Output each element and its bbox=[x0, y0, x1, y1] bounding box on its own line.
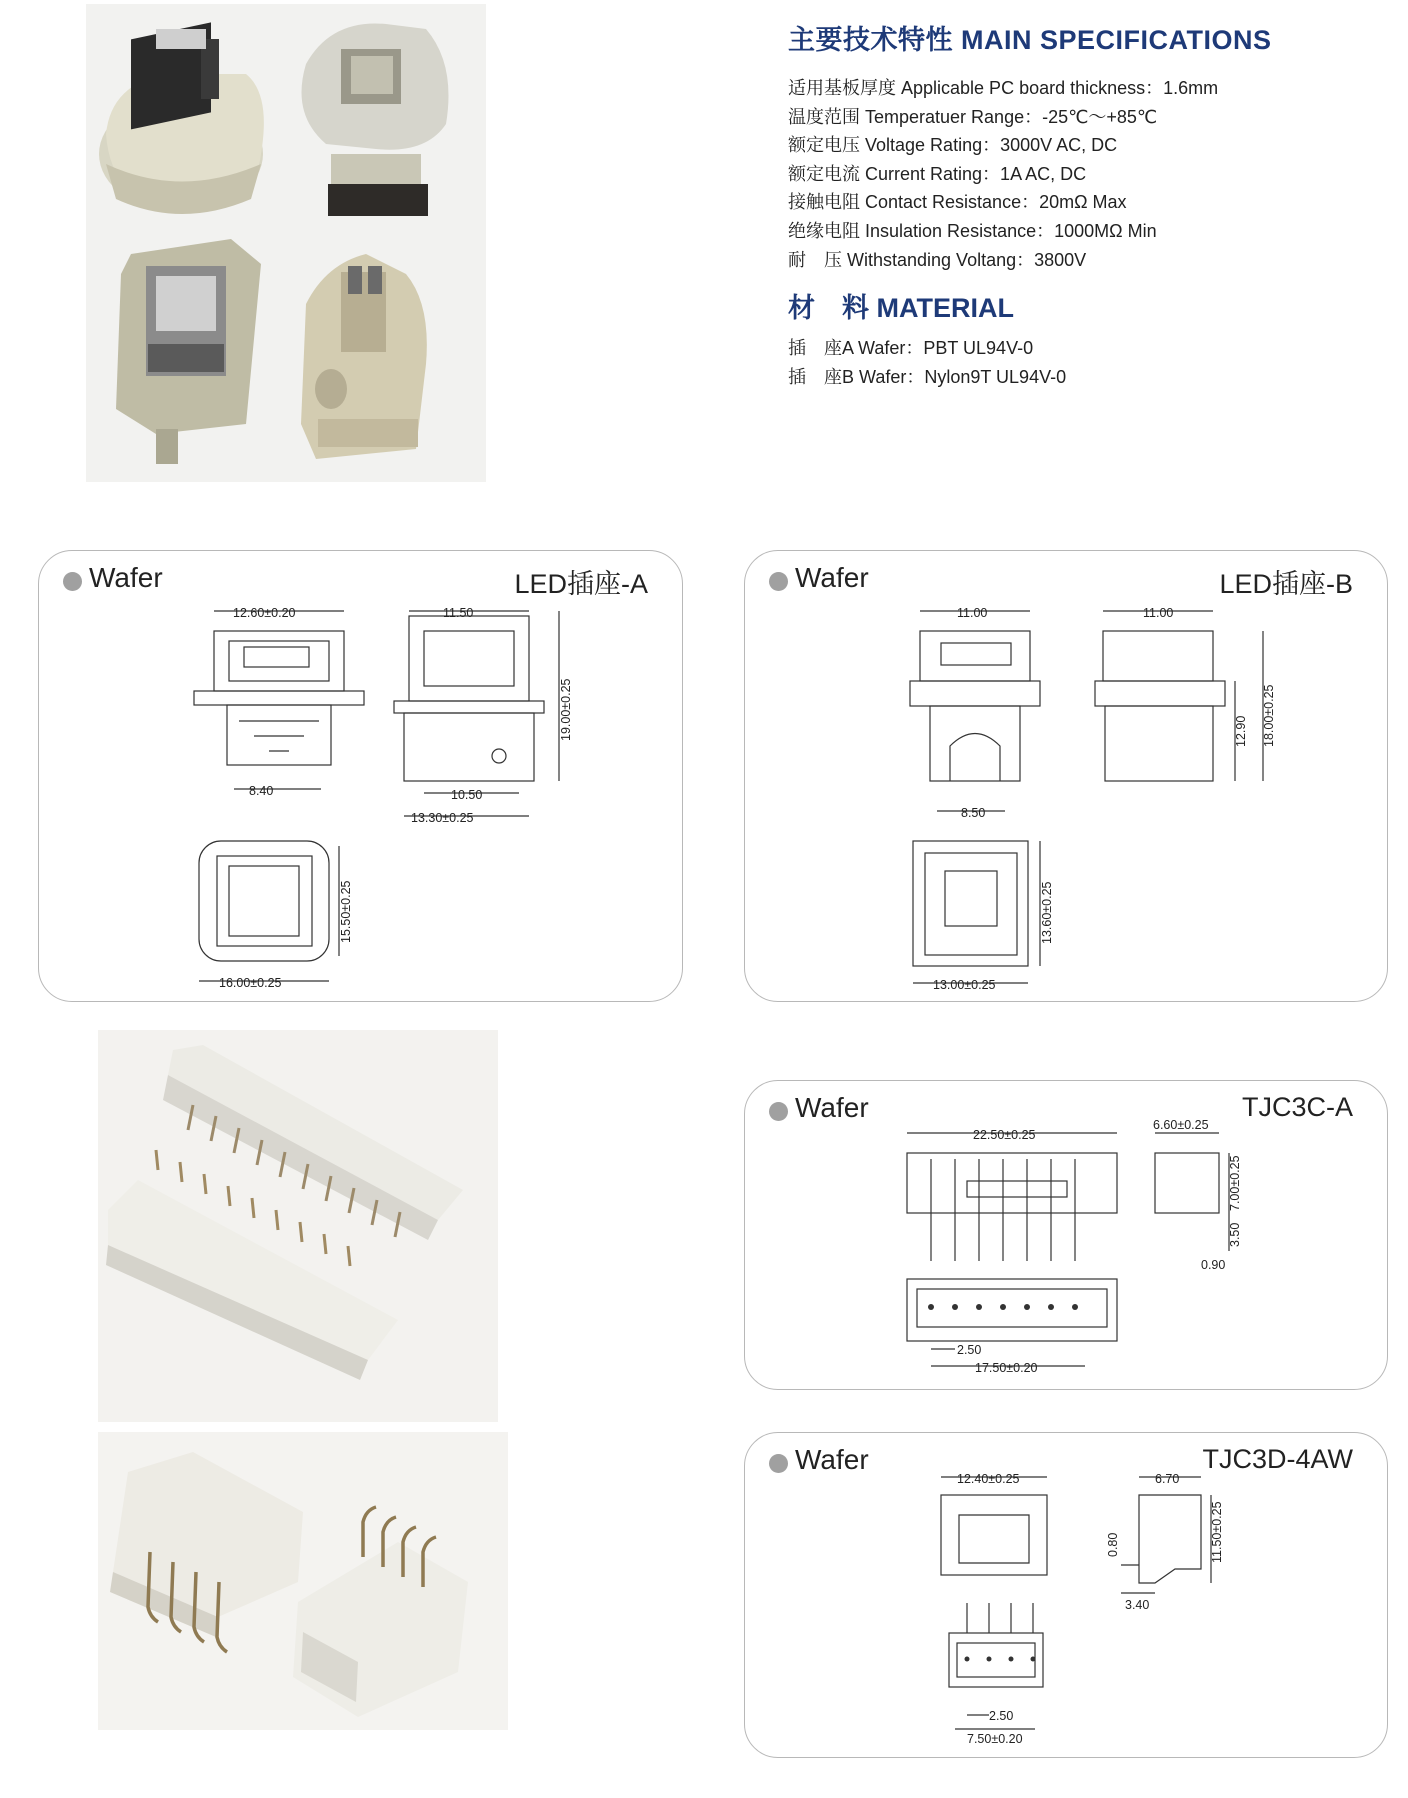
wafer-4pin-photo bbox=[98, 1432, 508, 1730]
bullet-icon bbox=[769, 1454, 788, 1473]
panel-kind-label: Wafer bbox=[89, 562, 163, 593]
dim-label: 16.00±0.25 bbox=[219, 976, 282, 990]
dim-label: 18.00±0.25 bbox=[1262, 684, 1276, 747]
tjc3c-drawing bbox=[745, 1081, 1387, 1389]
spec-item: 耐 压 Withstanding Voltang：3800V bbox=[788, 249, 1087, 270]
wafer-4pin-photo-art bbox=[98, 1432, 508, 1730]
dim-label: 6.70 bbox=[1155, 1472, 1180, 1486]
dim-label: 0.90 bbox=[1201, 1258, 1226, 1272]
dim-label: 8.40 bbox=[249, 784, 274, 798]
led-a-drawing bbox=[39, 551, 682, 1001]
dim-label: 8.50 bbox=[961, 806, 986, 820]
led-socket-photo-art bbox=[86, 4, 486, 482]
panel-tjc3d-4aw bbox=[744, 1432, 1388, 1758]
dim-label: 12.90 bbox=[1234, 715, 1248, 747]
led-socket-photo bbox=[86, 4, 486, 482]
dim-label: 7.50±0.20 bbox=[967, 1732, 1023, 1746]
dim-label: 11.00 bbox=[1143, 606, 1174, 620]
panel-led-b bbox=[744, 550, 1388, 1002]
dim-label: 10.50 bbox=[451, 788, 483, 802]
wafer-long-photo bbox=[98, 1030, 498, 1422]
bullet-icon bbox=[63, 572, 82, 591]
spec-item: 接触电阻 Contact Resistance：20mΩ Max bbox=[788, 192, 1127, 213]
dim-label: 19.00±0.25 bbox=[559, 678, 573, 741]
tjc3d-drawing bbox=[745, 1433, 1387, 1757]
led-b-drawing bbox=[745, 551, 1387, 1001]
spec-item: 额定电压 Voltage Rating：3000V AC, DC bbox=[788, 135, 1118, 156]
panel-model-label: LED插座-B bbox=[1219, 569, 1353, 599]
dim-label: 17.50±0.20 bbox=[975, 1361, 1038, 1375]
panel-tjc3c-a bbox=[744, 1080, 1388, 1390]
specs-title: 主要技术特性 MAIN SPECIFICATIONS bbox=[788, 25, 1272, 55]
material-list bbox=[788, 334, 1066, 391]
dim-label: 2.50 bbox=[989, 1709, 1014, 1723]
dim-label: 13.30±0.25 bbox=[411, 811, 474, 825]
panel-kind-label: Wafer bbox=[795, 562, 869, 593]
dim-label: 15.50±0.25 bbox=[339, 880, 353, 943]
panel-kind-label: Wafer bbox=[795, 1092, 869, 1123]
specs-list bbox=[788, 74, 1218, 274]
material-item: 插 座B Wafer：Nylon9T UL94V-0 bbox=[788, 366, 1067, 387]
material-item: 插 座A Wafer：PBT UL94V-0 bbox=[788, 338, 1034, 358]
dim-label: 11.50±0.25 bbox=[1210, 1501, 1224, 1563]
panel-model-label: TJC3C-A bbox=[1241, 1092, 1353, 1122]
bullet-icon bbox=[769, 1102, 788, 1121]
dim-label: 0.80 bbox=[1106, 1532, 1120, 1557]
dim-label: 12.60±0.20 bbox=[233, 606, 296, 620]
panel-model-label: TJC3D-4AW bbox=[1202, 1444, 1353, 1474]
dim-label: 6.60±0.25 bbox=[1153, 1118, 1209, 1132]
spec-item: 额定电流 Current Rating：1A AC, DC bbox=[788, 163, 1087, 184]
bullet-icon bbox=[769, 572, 788, 591]
material-title: 材 料 MATERIAL bbox=[788, 293, 1014, 323]
dim-label: 7.00±0.25 bbox=[1228, 1155, 1242, 1211]
dim-label: 11.00 bbox=[957, 606, 988, 620]
dim-label: 12.40±0.25 bbox=[957, 1472, 1020, 1486]
spec-item: 适用基板厚度 Applicable PC board thickness：1.6mm bbox=[788, 78, 1219, 98]
spec-item: 温度范围 Temperatuer Range：-25℃～+85℃ bbox=[788, 106, 1158, 127]
dim-label: 13.00±0.25 bbox=[933, 978, 996, 992]
spec-item: 绝缘电阻 Insulation Resistance：1000MΩ Min bbox=[788, 220, 1157, 241]
dim-label: 2.50 bbox=[957, 1343, 982, 1357]
dim-label: 11.50 bbox=[443, 606, 474, 620]
dim-label: 22.50±0.25 bbox=[973, 1128, 1036, 1142]
panel-kind-label: Wafer bbox=[795, 1444, 869, 1475]
dim-label: 13.60±0.25 bbox=[1040, 881, 1054, 944]
wafer-long-photo-art bbox=[98, 1030, 498, 1422]
panel-led-a bbox=[38, 550, 683, 1002]
dim-label: 3.50 bbox=[1228, 1222, 1242, 1247]
dim-label: 3.40 bbox=[1125, 1598, 1150, 1612]
panel-model-label: LED插座-A bbox=[514, 569, 648, 599]
